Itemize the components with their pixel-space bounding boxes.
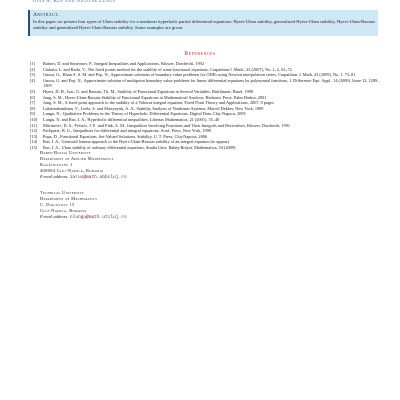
reference-text: Cădariu, L. and Radu, V., The fixed points method for the stability of some functional equations, Carpathian J. Math., 23 (2007), No. 1–2, 63–72 xyxy=(43,66,292,72)
address-line: 400084 Cluj-Napoca, Romania xyxy=(40,167,104,173)
reference-number: [10] xyxy=(30,116,38,122)
reference-number: [13] xyxy=(30,133,38,139)
abstract-heading: Abstract. xyxy=(33,12,60,18)
email-line xyxy=(40,174,127,181)
reference-number: [11] xyxy=(30,122,37,128)
reference-number: [4] xyxy=(30,77,36,83)
address-line: Cluj-Napoca, Romania xyxy=(40,207,87,213)
reference-number: [12] xyxy=(30,128,38,134)
reference-text: Hyers, D. H., Isac, G. and Rassias, Th. M., Stability of Functional Equations in Several Variables, Birkhäuser, Basel, 1998 xyxy=(43,88,254,94)
reference-text: Rus, I. A., Ulam stability of ordinary differential equations, Studia Univ. Babeş-Bolyai, Mathematica, 54 (2009) xyxy=(43,144,236,150)
abstract-box xyxy=(28,10,378,36)
reference-item xyxy=(30,78,380,89)
reference-number: [1] xyxy=(30,61,36,66)
address-line: Kogălniceanu 1 xyxy=(40,161,73,167)
address-line: Department of Applied Mathematics xyxy=(40,155,114,161)
reference-list xyxy=(30,61,380,151)
abstract-text: In this paper we present four types of Ulam stability for a nonlinear hyperbolic partial differential equations: Hyers-Ulam stability, generalized Hyers-Ulam stability, Hyers-Ulam-Rassias stability and generalized Hyers-Ulam-Rassias stability. Some examples are given. xyxy=(33,19,375,30)
reference-text: Gnosa, G., Khan A. S. M. and Pop, N., Approximate solutions of boundary value problems for ODEs using Newton interpolation series, Carpathian. J. Math. 25 (2009), No. 1, 73–81 xyxy=(43,72,356,78)
address-line: C. Daicoviciu 15 xyxy=(40,201,75,207)
reference-text: Mitrinović, D. S., Pečarić, J. E. and Fink, A. M., Inequalities Involving Functions and Their Integrals and Derivatives, Kluwer, Dordrecht, 1991 xyxy=(43,122,291,128)
reference-text: Bainov, D. and Simeonov, P., Integral Inequalities and Applications, Kluwer, Dordrecht, 1992 xyxy=(43,61,204,66)
reference-number: [3] xyxy=(30,72,36,78)
reference-text: Popa, D., Functional Equations. Set-Valued Solutions, Stability, U. T. Press, Cluj-Napoca, 2006 xyxy=(43,133,208,139)
reference-number: [6] xyxy=(30,94,36,100)
reference-text: Jung, S. M., A fixed point approach to the stability of a Volterra integral equation, Fixed Point Theory and Applications, 2007, 9 pages xyxy=(43,100,274,106)
address-block-2 xyxy=(40,190,127,221)
reference-text: Pachpatte, B. G., Inequalities for differential and integral equations, Acad. Press, New York, 1998 xyxy=(43,128,211,134)
reference-number: [2] xyxy=(30,66,36,72)
reference-text: Lungu, N., Qualitative Problems in the Theory of Hyperbolic Differential Equations, Digital Data, Cluj-Napoca, 2005 xyxy=(43,111,246,117)
address-block-1 xyxy=(40,150,127,181)
email-label: E-mail address: xyxy=(40,213,69,219)
references-heading: References xyxy=(184,51,216,57)
email-address-link[interactable]: iarus@math.ubbcluj.ro xyxy=(69,174,127,180)
author-names: Ioan A. Rus and Nicolae Lungu xyxy=(33,0,116,4)
email-label: E-mail address: xyxy=(40,173,69,179)
reference-text: Rus, I. A., Gronwall lemma approach to the Hyers-Ulam-Rassias stability of an integral equation (to appear) xyxy=(43,139,230,145)
reference-number: [8] xyxy=(30,105,36,111)
reference-number: [9] xyxy=(30,111,36,117)
reference-text: Lungu, N. and Rus, I. A., Hyperbolic differential inequalities, Libertas Mathematica, 21 (2001), 35–40 xyxy=(43,116,220,122)
address-line: Department of Mathematics xyxy=(40,195,98,201)
reference-number: [7] xyxy=(30,100,36,106)
reference-number: [15] xyxy=(30,144,38,150)
reference-number: [14] xyxy=(30,139,38,145)
address-line: Babeş-Bolyai University xyxy=(40,150,91,155)
reference-text: Lakshmikantham, V., Leela, S. and Martynyuk, A. A., Stability Analysis of Nonlinear Systems, Marcel Dekker, New York, 1989 xyxy=(43,105,264,111)
reference-number: [5] xyxy=(30,88,36,94)
address-line: Technical University xyxy=(40,190,85,195)
reference-text: Gnosa, G. and Pop. N., Approximate solution of multipoint boundary value problems for linear differential equations by polynomial functions, J. Difference Equ. Appl., 14 (2008), Issue 12, 1289–1309 xyxy=(43,77,380,89)
reference-text: Jung, S. M., Hyers-Ulam-Rassias Stability of Functional Equations in Mathematical Analysis, Hadronic Press, Palm Harbor, 2001 xyxy=(43,94,267,100)
email-line xyxy=(40,214,127,221)
email-address-link[interactable]: nlungu@math.utcluj.ro xyxy=(69,214,127,220)
